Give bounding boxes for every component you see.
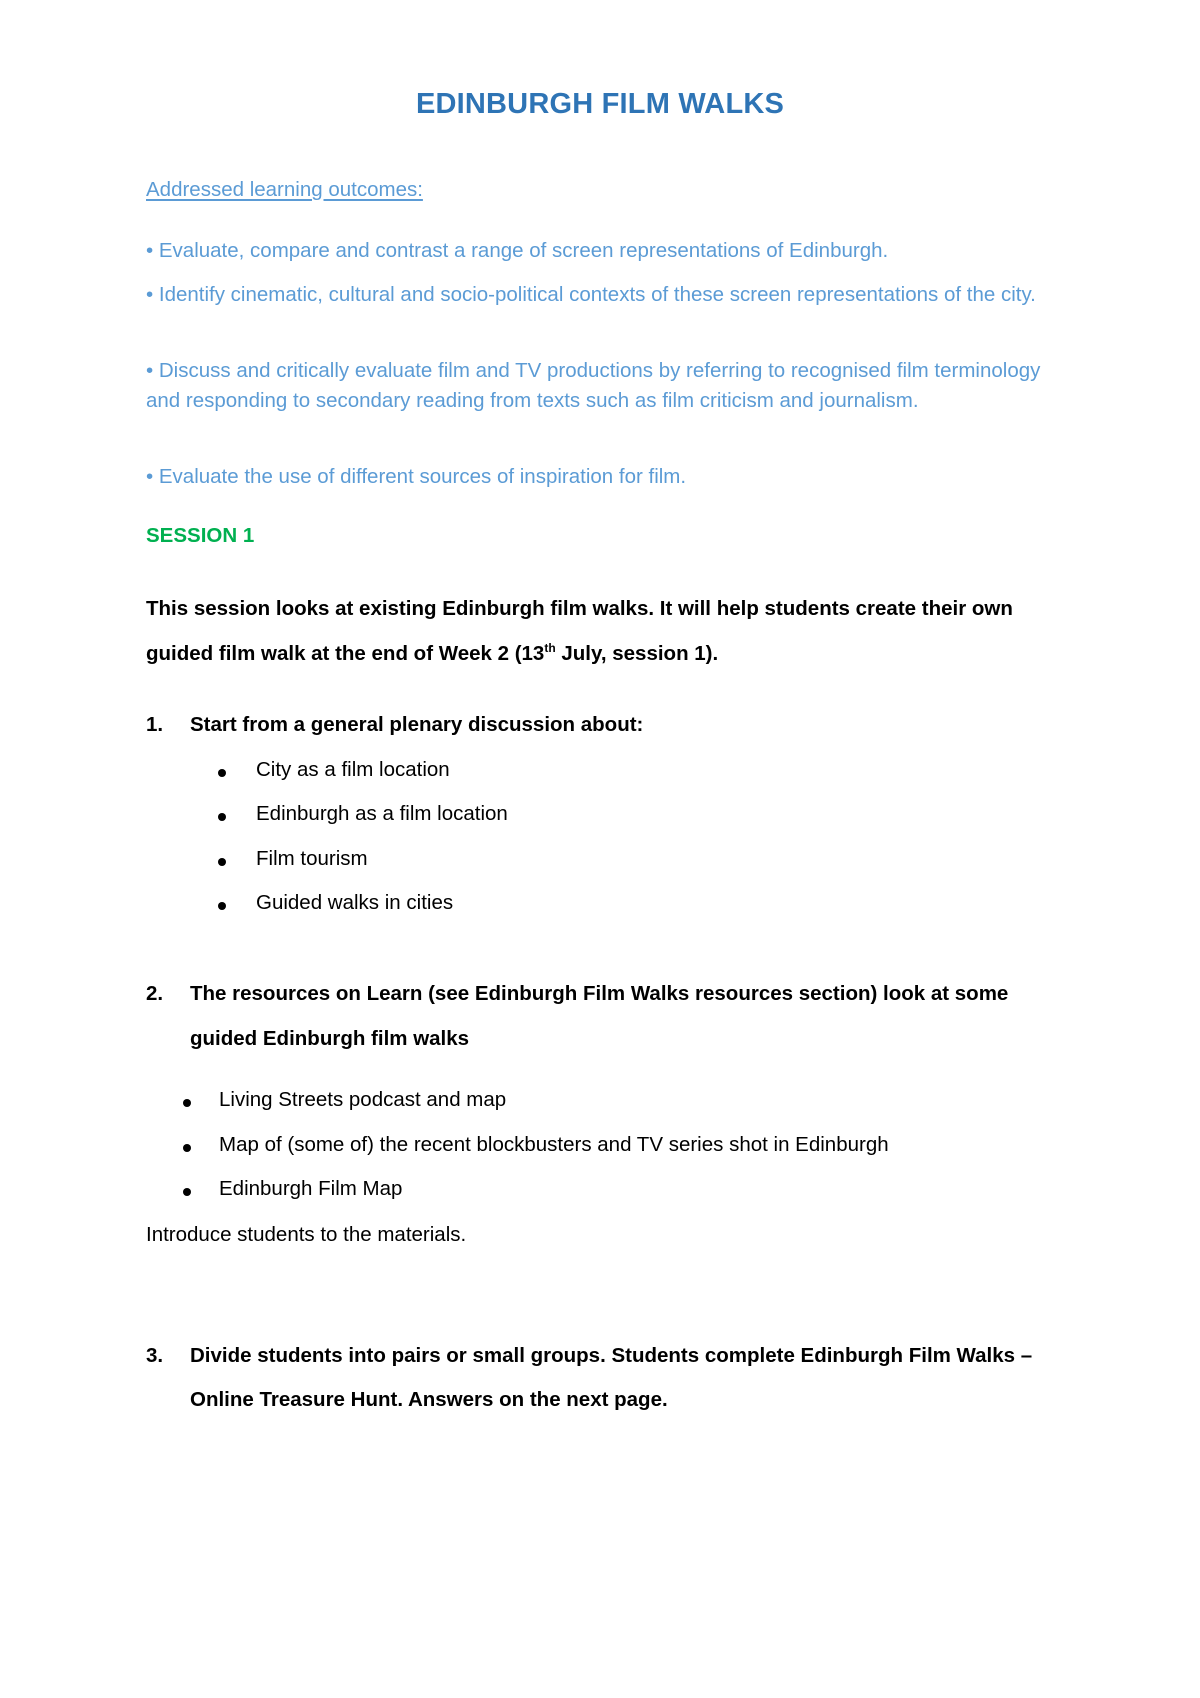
step-text-line1: The resources on Learn (see Edinburgh Film Walks resources section) look at some bbox=[190, 982, 1009, 1005]
bullet-icon bbox=[183, 1144, 191, 1152]
learning-outcome-item: • Discuss and critically evaluate film and TV productions by referring to recognised film terminology and responding to secondary reading from texts such as film criticism and journalism. bbox=[146, 359, 1041, 412]
step-text: Start from a general plenary discussion about: bbox=[190, 713, 644, 736]
bullet-icon bbox=[183, 1188, 191, 1196]
page-title: EDINBURGH FILM WALKS bbox=[415, 88, 785, 120]
step-text-line1: Divide students into pairs or small groups. Students complete Edinburgh Film Walks – bbox=[190, 1344, 1033, 1367]
ordinal-superscript: th bbox=[544, 641, 556, 656]
step-text-line2: guided Edinburgh film walks bbox=[190, 1027, 470, 1050]
document-page: EDINBURGH FILM WALKS Addressed learning outcomes: • Evaluate, compare and contrast a range of screen representations of Edinburgh. • Identify cinematic, cultural and socio-political contexts of these screen representations of the city. • Discuss and critically evaluate film and TV productions by referring to recognised film terminology and responding to secondary reading from texts such as film criticism and journalism. • Evaluate the use of different sources of inspiration for film. SESSION 1 This session looks at existing Edinburgh film walks. It will help students create their own guided film walk at the end of Week 2 (13th July, session 1). 1. Start from a general plenary discussion about: City as a film location Edinburgh as a film location Film tourism Guided walks in cities 2. The resources on Learn (see Edinburgh Film Walks resources section) look at some guided Edinburgh film walks Living Streets podcast and map Map of (some of) the recent blockbusters and TV series shot in Edinburgh Edinburgh Film Map Introduce students to the materials. 3. Divide students into pairs or small groups. Students complete Edinburgh Film Walks – Online Treasure Hunt. Answers on the next page. bbox=[0, 0, 1200, 1698]
learning-outcome-item: • Evaluate, compare and contrast a range of screen representations of Edinburgh. bbox=[146, 239, 889, 262]
step-note: Introduce students to the materials. bbox=[146, 1223, 467, 1246]
step-text-line2: Online Treasure Hunt. Answers on the next page. bbox=[190, 1388, 668, 1411]
step-number: 2. bbox=[146, 982, 164, 1005]
step-item bbox=[146, 972, 1076, 1062]
learning-outcome-item: • Identify cinematic, cultural and socio-political contexts of these screen representations of the city. bbox=[146, 283, 1036, 306]
step-number: 3. bbox=[146, 1344, 164, 1367]
learning-outcomes-heading: Addressed learning outcomes: bbox=[146, 178, 423, 201]
bullet-icon bbox=[218, 769, 226, 777]
bullet-icon bbox=[183, 1099, 191, 1107]
step-number: 1. bbox=[146, 713, 164, 736]
session-intro-line1: This session looks at existing Edinburgh film walks. It will help students create their own bbox=[146, 597, 1013, 620]
bullet-icon bbox=[218, 813, 226, 821]
session-heading: SESSION 1 bbox=[146, 524, 255, 547]
learning-outcome-item: • Evaluate the use of different sources of inspiration for film. bbox=[146, 465, 687, 488]
bullet-icon bbox=[218, 902, 226, 910]
step-item bbox=[146, 1334, 1076, 1424]
bullet-icon bbox=[218, 858, 226, 866]
session-intro-line2: guided film walk at the end of Week 2 (13th July, session 1). bbox=[146, 641, 719, 665]
step-item bbox=[146, 703, 1076, 747]
